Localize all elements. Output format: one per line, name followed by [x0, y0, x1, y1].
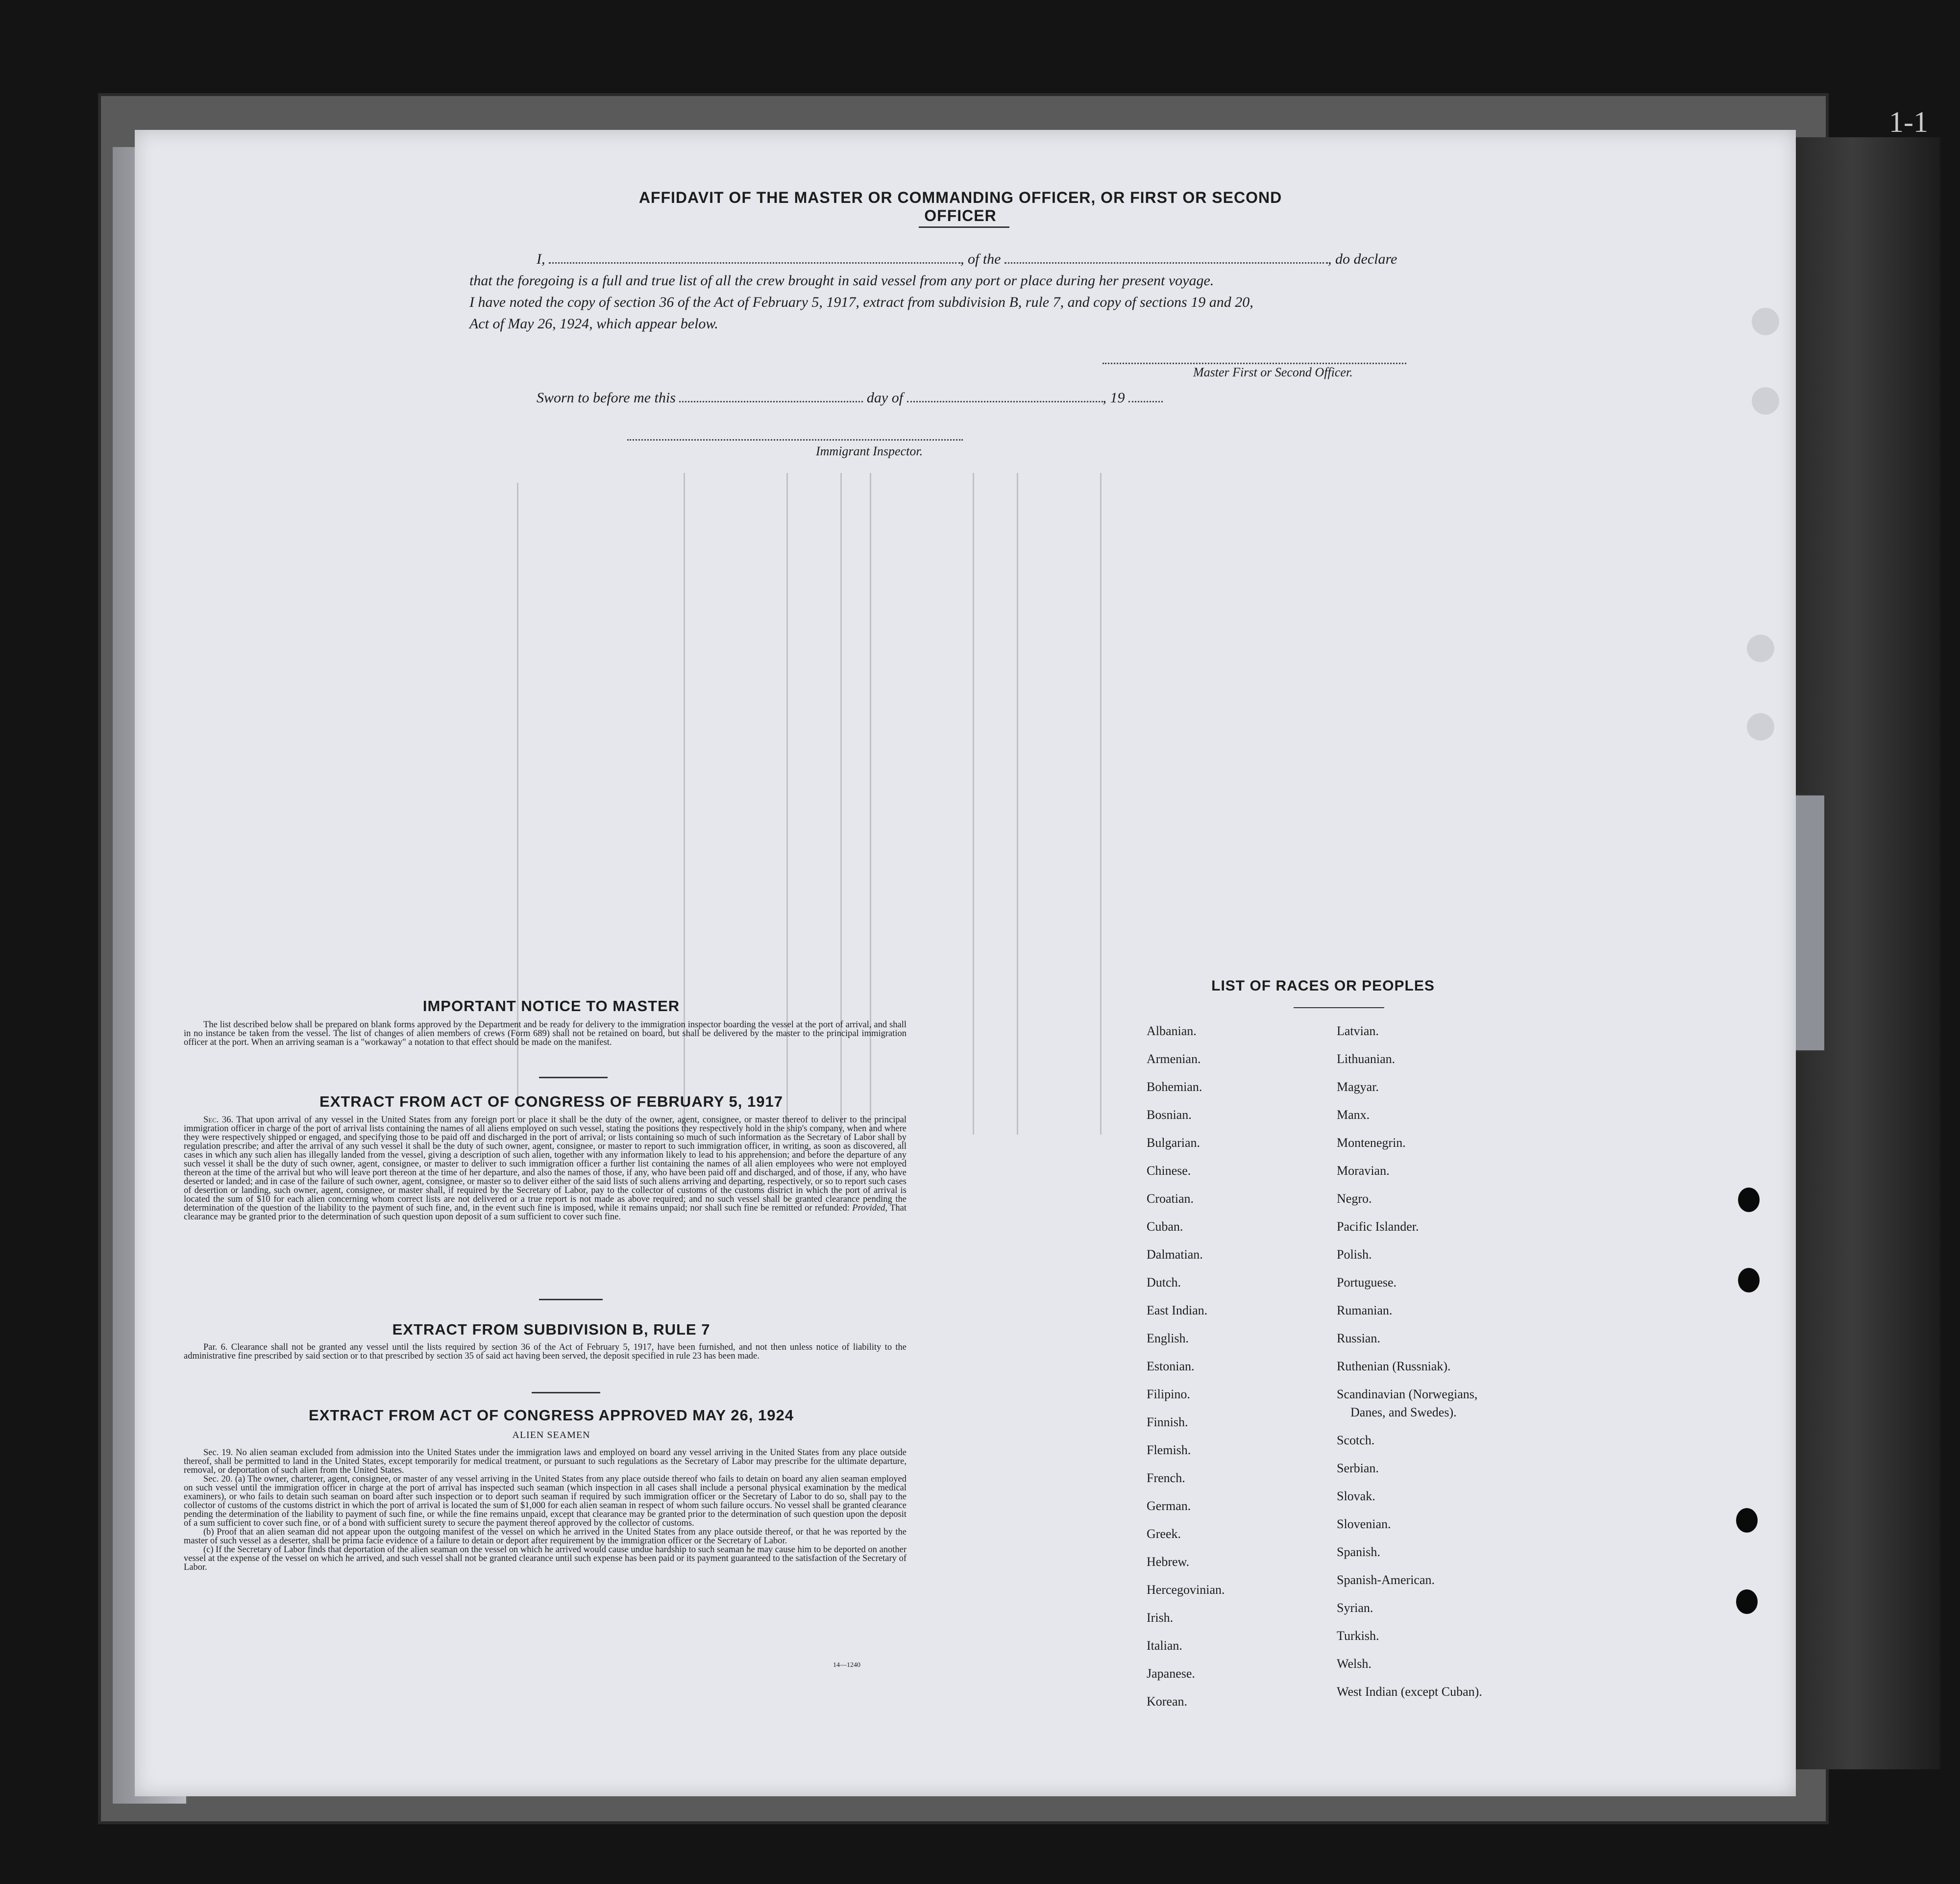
race-item-left: Dutch. [1147, 1275, 1181, 1289]
race-item-left: Armenian. [1147, 1052, 1201, 1066]
year-label: , 19 [1102, 390, 1125, 406]
race-item-right: Welsh. [1337, 1657, 1372, 1671]
race-item-left: Japanese. [1147, 1666, 1195, 1681]
race-item-left: Albanian. [1147, 1024, 1197, 1038]
extract-rule7-rule [532, 1392, 600, 1393]
declarant-name-field[interactable] [549, 262, 960, 264]
master-signature-label: Master First or Second Officer. [1193, 365, 1353, 379]
affidavit-line-3: I have noted the copy of section 36 of the Act of February 5, 1917, extract from subdivision B, rule 7, and copy of sections 19 and 20, [469, 294, 1253, 310]
race-item-left: English. [1147, 1331, 1189, 1345]
race-item-left: Cuban. [1147, 1219, 1183, 1234]
race-item-right: Scotch. [1337, 1433, 1375, 1447]
vessel-label: , of the [960, 251, 1001, 267]
affidavit-title: AFFIDAVIT OF THE MASTER OR COMMANDING OFFICER, OR FIRST OR SECOND OFFICER [638, 189, 1282, 224]
race-item-right: Latvian. [1337, 1024, 1379, 1038]
race-item-left: Greek. [1147, 1527, 1181, 1541]
race-item-left: Italian. [1147, 1638, 1182, 1653]
notice-text [184, 1020, 906, 1047]
extract-1917-title: EXTRACT FROM ACT OF CONGRESS OF FEBRUARY 5, 1917 [319, 1093, 783, 1110]
extract-1924-title: EXTRACT FROM ACT OF CONGRESS APPROVED MAY 26, 1924 [309, 1407, 794, 1424]
punch-hole [1747, 713, 1774, 741]
race-item-left: Croatian. [1147, 1191, 1194, 1206]
race-item-right: Pacific Islander. [1337, 1219, 1419, 1234]
race-item-right: Slovak. [1337, 1489, 1375, 1503]
extract-1917-rule [539, 1299, 603, 1300]
rule7-paragraph: Par. 6. Clearance shall not be granted any vessel until the lists required by section 36 of the Act of February 5, 1917, have been furnished, and not then unless notice of liability to the administrative fine prescribed by said section or to that prescribed by section 35 of said act having been served, the deposit specified in rule 23 has been made. [184, 1342, 906, 1361]
affidavit-line-4: Act of May 26, 1924, which appear below. [469, 316, 718, 332]
inspector-signature-field[interactable] [627, 439, 963, 441]
race-item-right: Rumanian. [1337, 1303, 1393, 1317]
race-item-left: Filipino. [1147, 1387, 1190, 1401]
sworn-day-field[interactable] [679, 401, 863, 402]
races-rule [1294, 1007, 1384, 1008]
race-item-right: Russian. [1337, 1331, 1380, 1345]
sworn-label: Sworn to before me this [537, 390, 676, 406]
binding-hole [1736, 1508, 1758, 1533]
race-item-right: Serbian. [1337, 1461, 1379, 1475]
sworn-line [537, 390, 1163, 406]
race-item-right: Spanish. [1337, 1545, 1380, 1559]
race-item-right: West Indian (except Cuban). [1337, 1685, 1482, 1699]
races-right-column [1337, 1017, 1482, 1706]
notice-title: IMPORTANT NOTICE TO MASTER [422, 997, 680, 1015]
notice-rule [539, 1077, 608, 1078]
race-item-right: Danes, and Swedes). [1350, 1405, 1457, 1419]
race-item-right: Lithuanian. [1337, 1052, 1396, 1066]
bleed-through-line [973, 473, 974, 1135]
provided-word: Provided, [852, 1203, 888, 1213]
sec-36-label: Sec. 36. [203, 1115, 234, 1125]
sec-20b-paragraph: (b) Proof that an alien seaman did not appear upon the outgoing manifest of the vessel on which he arrived in the United States from any place outside thereof, or that he was reported by the master of such vessel as a deserter, shall be prima facie evidence of a failure to detain or deport after requirement by the immigration officer or the Secretary of Labor. [184, 1527, 906, 1546]
inspector-signature-label: Immigrant Inspector. [816, 444, 923, 458]
races-left-column [1147, 1017, 1225, 1715]
race-item-right: Polish. [1337, 1247, 1372, 1262]
binding-hole [1738, 1188, 1760, 1212]
race-item-right: Turkish. [1337, 1629, 1379, 1643]
affidavit-line-1 [537, 251, 1397, 268]
race-item-left: Irish. [1147, 1611, 1174, 1625]
races-title: LIST OF RACES OR PEOPLES [1211, 978, 1435, 994]
binding-hole [1738, 1268, 1760, 1292]
race-item-right: Ruthenian (Russniak). [1337, 1359, 1451, 1373]
form-number: 14—1240 [833, 1661, 860, 1669]
declarant-label: I, [537, 251, 545, 267]
race-item-right: Spanish-American. [1337, 1573, 1435, 1587]
race-item-left: Flemish. [1147, 1443, 1191, 1457]
race-item-right: Moravian. [1337, 1164, 1390, 1178]
race-item-left: Bulgarian. [1147, 1136, 1200, 1150]
race-item-right: Negro. [1337, 1191, 1372, 1206]
vessel-name-field[interactable] [1004, 262, 1328, 264]
binding-hole [1736, 1589, 1758, 1614]
race-item-left: East Indian. [1147, 1303, 1208, 1317]
declare-label: , do declare [1328, 251, 1397, 267]
race-item-left: Hebrew. [1147, 1555, 1190, 1569]
extract-1917-paragraph [184, 1116, 906, 1221]
master-signature-field[interactable] [1102, 363, 1406, 364]
race-item-right: Syrian. [1337, 1601, 1373, 1615]
punch-hole [1752, 387, 1779, 415]
race-item-left: Bohemian. [1147, 1080, 1202, 1094]
bleed-through-line [1100, 473, 1102, 1135]
race-item-left: Dalmatian. [1147, 1247, 1203, 1262]
title-rule [919, 226, 1009, 228]
race-item-left: Hercegovinian. [1147, 1583, 1225, 1597]
extract-1924-text [184, 1448, 906, 1572]
right-tab [1793, 794, 1826, 1052]
race-item-right: Manx. [1337, 1108, 1370, 1122]
race-item-left: Bosnian. [1147, 1108, 1192, 1122]
sec-36-text: That upon arrival of any vessel in the United States from any foreign port or place it shall be the duty of the owner, agent, consignee, or master thereof to deliver to the principal immigration officer in charge of the port of arrival lists containing the names of all aliens employed on such vessel, stating the positions they respectively hold in the ship's company, when and where they were respectively shipped or engaged, and specifying those to be paid off and discharged in the port of arrival; or lists containing so much of such information as the Secretary of Labor shall by regulation prescribe; and after the arrival of any such vessel it shall be the duty of such owner, agent, consignee, or master to report to such immigration officer, in writing, as soon as discovered, all cases in which any such alien has illegally landed from the vessel, giving a description of such alien, together with any information likely to lead to his apprehension; and before the departure of any such vessel it shall be the duty of such owner, agent, consignee, or master to deliver to such immigration officer a further list containing the names of all alien employees who were not employed thereon at the time of the arrival but who will leave port thereon at the time of her departure, and also the names of those, if any, who have been paid off and discharged, and of those, if any, who have deserted or landed; and in case of the failure of such owner, agent, consignee, or master so to deliver either of the said lists of such aliens arriving and departing, respectively, or so to report such cases of desertion or landing, such owner, agent, consignee, or master shall, if required by the Secretary of Labor, pay to the collector of customs of the customs district in which the port of arrival is located the sum of $10 for each alien concerning whom correct lists are not delivered or a true report is not made as above required; and no such vessel shall be granted clearance pending the determination of the question of the liability to the payment of such fine, and, in the event such fine is imposed, while it remains unpaid; nor shall such fine be remitted or refunded: [184, 1115, 907, 1213]
affidavit-line-2: that the foregoing is a full and true list of all the crew brought in said vessel from any port or place during her present voyage. [469, 273, 1214, 289]
alien-seamen-subtitle: ALIEN SEAMEN [512, 1430, 590, 1440]
sworn-month-field[interactable] [907, 401, 1103, 402]
race-item-left: Chinese. [1147, 1164, 1191, 1178]
race-item-left: French. [1147, 1471, 1185, 1485]
day-of-label: day of [866, 390, 904, 406]
race-item-left: Estonian. [1147, 1359, 1195, 1373]
race-item-right: Magyar. [1337, 1080, 1379, 1094]
race-item-left: German. [1147, 1499, 1191, 1513]
extract-rule7-title: EXTRACT FROM SUBDIVISION B, RULE 7 [392, 1321, 710, 1338]
race-item-left: Finnish. [1147, 1415, 1188, 1429]
race-item-right: Scandinavian (Norwegians, [1337, 1387, 1478, 1401]
bleed-through-line [1017, 473, 1018, 1135]
punch-hole [1747, 635, 1774, 662]
sworn-year-field[interactable] [1128, 401, 1163, 402]
notice-paragraph: The list described below shall be prepared on blank forms approved by the Department and be ready for delivery to the immigration inspector boarding the vessel at the port of arrival, and shall in no instance be taken from the vessel. The list of changes of alien members of crews (Form 689) shall not be retained on board, but shall be delivered by the master to the principal immigration officer at the port. When an arriving seaman is a "workaway" a notation to that effect should be made on the manifest. [184, 1020, 906, 1047]
corner-mark: 1-1 [1889, 106, 1928, 138]
sec-36-text-end: That clearance may be granted prior to the determination of such question upon deposit of a sum sufficient to cover such fine. [184, 1203, 907, 1222]
race-item-right: Portuguese. [1337, 1275, 1397, 1289]
punch-hole [1752, 308, 1779, 335]
race-item-right: Montenegrin. [1337, 1136, 1406, 1150]
sec-20a-paragraph: Sec. 20. (a) The owner, charterer, agent, consignee, or master of any vessel arriving in the United States from any place outside thereof who fails to detain on board any alien seaman employed on such vessel until the immigration officer in charge at the port of arrival has inspected such seaman (which inspection in all cases shall include a personal physical examination by the medical examiners), or who fails to detain such seaman on board after such inspection or to deport such seaman if required by such immigration officer or the Secretary of Labor to do so, shall pay to the collector of customs of the customs district in which the port of arrival is located the sum of $1,000 for each alien seaman in respect of whom such failure occurs. No vessel shall be granted clearance pending the determination of the liability to payment of such fine, or while the fine remains unpaid, except that clearance may be granted prior to the determination of such question upon the deposit of a sum sufficient to cover such fine, or of a bond with sufficient surety to secure the payment thereof approved by the collector of customs. [184, 1474, 906, 1528]
sec-20c-paragraph: (c) If the Secretary of Labor finds that deportation of the alien seaman on the vessel on which he arrived would cause undue hardship to such seaman he may cause him to be deported on another vessel at the expense of the vessel on which he arrived, and such vessel shall not be granted clearance until such expense has been paid or its payment guaranteed to the satisfaction of the Secretary of Labor. [184, 1545, 906, 1572]
extract-1917-text [184, 1116, 906, 1221]
race-item-left: Korean. [1147, 1694, 1188, 1709]
sec-19-paragraph: Sec. 19. No alien seaman excluded from admission into the United States under the immigration laws and employed on board any vessel arriving in the United States from any place outside thereof, shall be permitted to land in the United States, except temporarily for medical treatment, or pursuant to such regulations as the Secretary of Labor may prescribe for the ultimate departure, removal, or deportation of such alien from the United States. [184, 1448, 906, 1475]
race-item-right: Slovenian. [1337, 1517, 1391, 1531]
extract-rule7-text [184, 1343, 906, 1361]
